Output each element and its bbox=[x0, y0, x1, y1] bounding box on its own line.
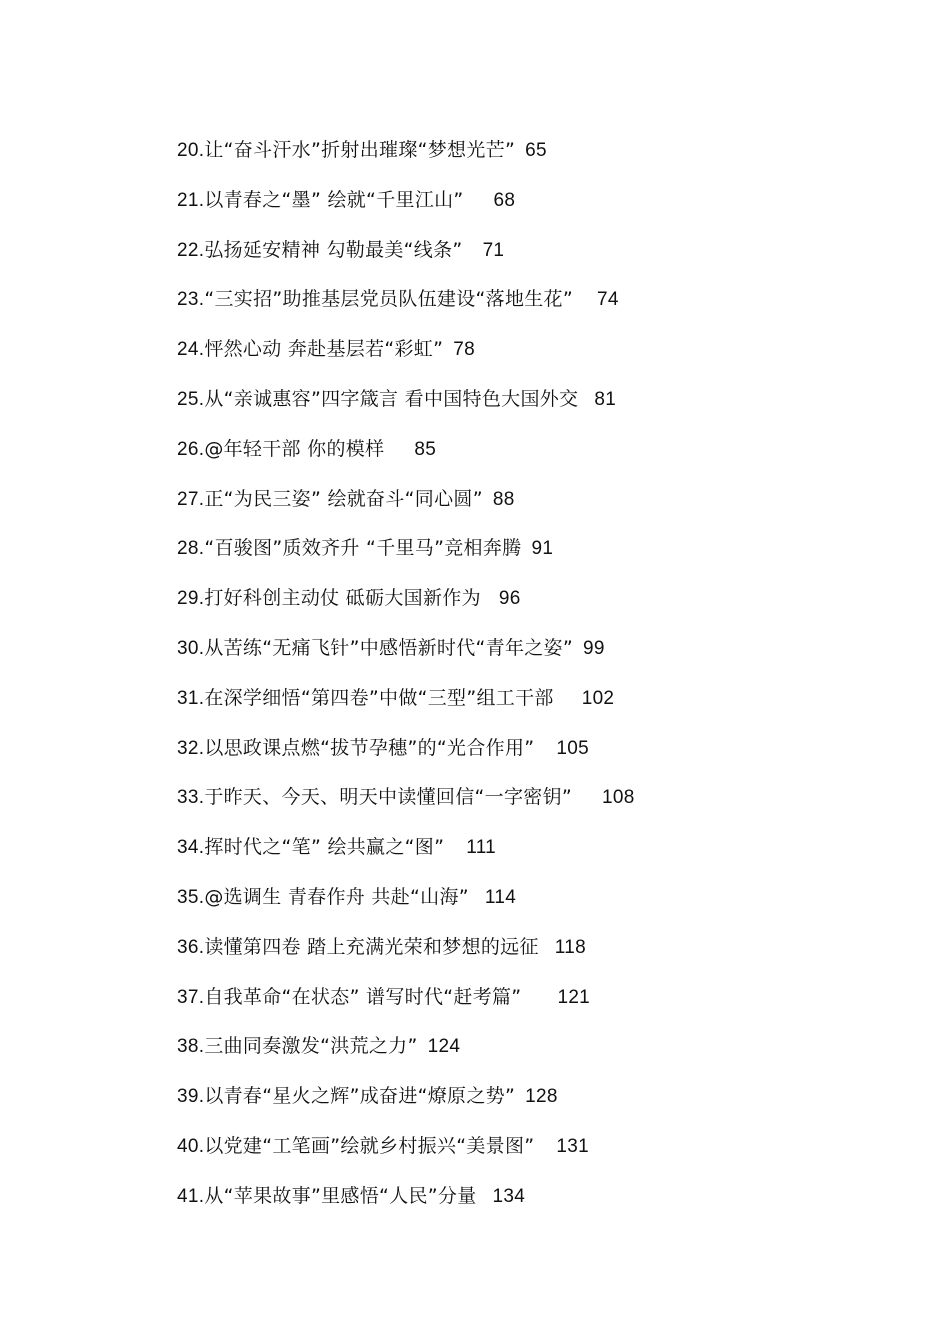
entry-page-number: 102 bbox=[581, 687, 615, 709]
entry-page-number: 105 bbox=[556, 737, 590, 759]
toc-entry[interactable] bbox=[177, 275, 877, 325]
entry-title: 于昨天、今天、明天中读懂回信“一字密钥” bbox=[204, 786, 573, 809]
toc-entry[interactable] bbox=[177, 126, 877, 176]
entry-page-number: 114 bbox=[484, 886, 517, 908]
toc-entry[interactable] bbox=[177, 176, 877, 226]
entry-number: 36. bbox=[177, 936, 205, 958]
toc-entry[interactable] bbox=[177, 973, 877, 1023]
entry-title: 怦然心动 奔赴基层若“彩虹” bbox=[204, 338, 444, 361]
entry-page-number: 128 bbox=[525, 1086, 558, 1108]
entry-number: 37. bbox=[177, 986, 205, 1008]
toc-entry[interactable] bbox=[177, 574, 877, 624]
entry-number: 39. bbox=[177, 1086, 205, 1108]
entry-title: @选调生 青春作舟 共赴“山海” bbox=[204, 885, 469, 908]
entry-title: 以青春“星火之辉”成奋进“燎原之势” bbox=[204, 1085, 516, 1108]
entry-number: 25. bbox=[177, 388, 205, 410]
entry-page-number: 71 bbox=[482, 239, 505, 261]
entry-title: 弘扬延安精神 勾勒最美“线条” bbox=[204, 238, 463, 261]
entry-number: 24. bbox=[177, 339, 205, 361]
toc-entry[interactable] bbox=[177, 724, 877, 774]
entry-number: 21. bbox=[177, 189, 205, 211]
toc-entry[interactable] bbox=[177, 873, 877, 923]
entry-page-number: 99 bbox=[583, 637, 605, 659]
entry-title: 以党建“工笔画”绘就乡村振兴“美景图” bbox=[204, 1134, 535, 1157]
entry-number: 38. bbox=[177, 1036, 205, 1058]
entry-page-number: 78 bbox=[453, 339, 475, 361]
entry-title: @年轻干部 你的模样 bbox=[204, 437, 385, 460]
entry-number: 35. bbox=[177, 886, 205, 908]
entry-page-number: 134 bbox=[492, 1185, 526, 1207]
entry-page-number: 68 bbox=[493, 189, 516, 211]
toc-entry[interactable] bbox=[177, 624, 877, 674]
toc-entry[interactable] bbox=[177, 1022, 877, 1072]
entry-number: 28. bbox=[177, 538, 205, 560]
entry-page-number: 108 bbox=[602, 787, 635, 809]
table-of-contents bbox=[177, 126, 877, 1222]
entry-title: 自我革命“在状态” 谱写时代“赶考篇” bbox=[204, 985, 522, 1008]
entry-title: 正“为民三姿” 绘就奋斗“同心圆” bbox=[204, 487, 483, 510]
toc-entry[interactable] bbox=[177, 823, 877, 873]
entry-page-number: 118 bbox=[554, 936, 586, 958]
entry-page-number: 96 bbox=[498, 588, 521, 610]
entry-title: “三实招”助推基层党员队伍建设“落地生花” bbox=[204, 288, 574, 311]
toc-entry[interactable] bbox=[177, 425, 877, 475]
entry-number: 40. bbox=[177, 1135, 205, 1157]
toc-entry[interactable] bbox=[177, 524, 877, 574]
entry-number: 29. bbox=[177, 588, 205, 610]
entry-title: 打好科创主动仗 砥砺大国新作为 bbox=[204, 587, 481, 610]
entry-number: 32. bbox=[177, 737, 205, 759]
entry-number: 20. bbox=[177, 140, 205, 161]
toc-entry[interactable] bbox=[177, 1122, 877, 1172]
entry-page-number: 85 bbox=[414, 438, 437, 460]
toc-entry[interactable] bbox=[177, 1072, 877, 1122]
entry-number: 22. bbox=[177, 239, 205, 261]
entry-title: “百骏图”质效齐升 “千里马”竞相奔腾 bbox=[204, 537, 522, 560]
entry-number: 30. bbox=[177, 637, 205, 659]
entry-title: 读懂第四卷 踏上充满光荣和梦想的远征 bbox=[204, 935, 539, 958]
toc-entry[interactable] bbox=[177, 773, 877, 823]
entry-number: 41. bbox=[177, 1185, 205, 1207]
toc-entry[interactable] bbox=[177, 375, 877, 425]
entry-page-number: 111 bbox=[466, 837, 497, 859]
toc-entry[interactable] bbox=[177, 674, 877, 724]
entry-page-number: 91 bbox=[531, 538, 554, 560]
entry-number: 23. bbox=[177, 289, 205, 311]
entry-title: 让“奋斗汗水”折射出璀璨“梦想光芒” bbox=[204, 139, 516, 161]
entry-page-number: 81 bbox=[594, 388, 617, 410]
entry-number: 27. bbox=[177, 488, 205, 510]
toc-entry[interactable] bbox=[177, 226, 877, 276]
entry-title: 挥时代之“笔” 绘共赢之“图” bbox=[204, 836, 445, 859]
entry-page-number: 74 bbox=[597, 289, 619, 311]
entry-page-number: 65 bbox=[525, 140, 547, 161]
toc-entry[interactable] bbox=[177, 923, 877, 973]
entry-title: 从苦练“无痛飞针”中感悟新时代“青年之姿” bbox=[204, 636, 574, 659]
entry-title: 以青春之“墨” 绘就“千里江山” bbox=[204, 188, 464, 211]
entry-number: 26. bbox=[177, 438, 205, 460]
entry-number: 31. bbox=[177, 687, 205, 709]
toc-entry[interactable] bbox=[177, 325, 877, 375]
entry-title: 以思政课点燃“拔节孕穗”的“光合作用” bbox=[204, 736, 535, 759]
entry-page-number: 131 bbox=[556, 1135, 590, 1157]
entry-title: 从“亲诚惠容”四字箴言 看中国特色大国外交 bbox=[204, 387, 579, 410]
entry-page-number: 88 bbox=[492, 488, 515, 510]
toc-entry[interactable] bbox=[177, 475, 877, 525]
entry-page-number: 121 bbox=[557, 986, 591, 1008]
entry-page-number: 124 bbox=[427, 1036, 461, 1058]
entry-number: 34. bbox=[177, 837, 205, 859]
entry-title: 三曲同奏激发“洪荒之力” bbox=[204, 1035, 418, 1058]
entry-title: 在深学细悟“第四卷”中做“三型”组工干部 bbox=[204, 686, 554, 709]
toc-entry[interactable] bbox=[177, 1172, 877, 1222]
entry-number: 33. bbox=[177, 787, 205, 809]
entry-title: 从“苹果故事”里感悟“人民”分量 bbox=[204, 1184, 477, 1207]
